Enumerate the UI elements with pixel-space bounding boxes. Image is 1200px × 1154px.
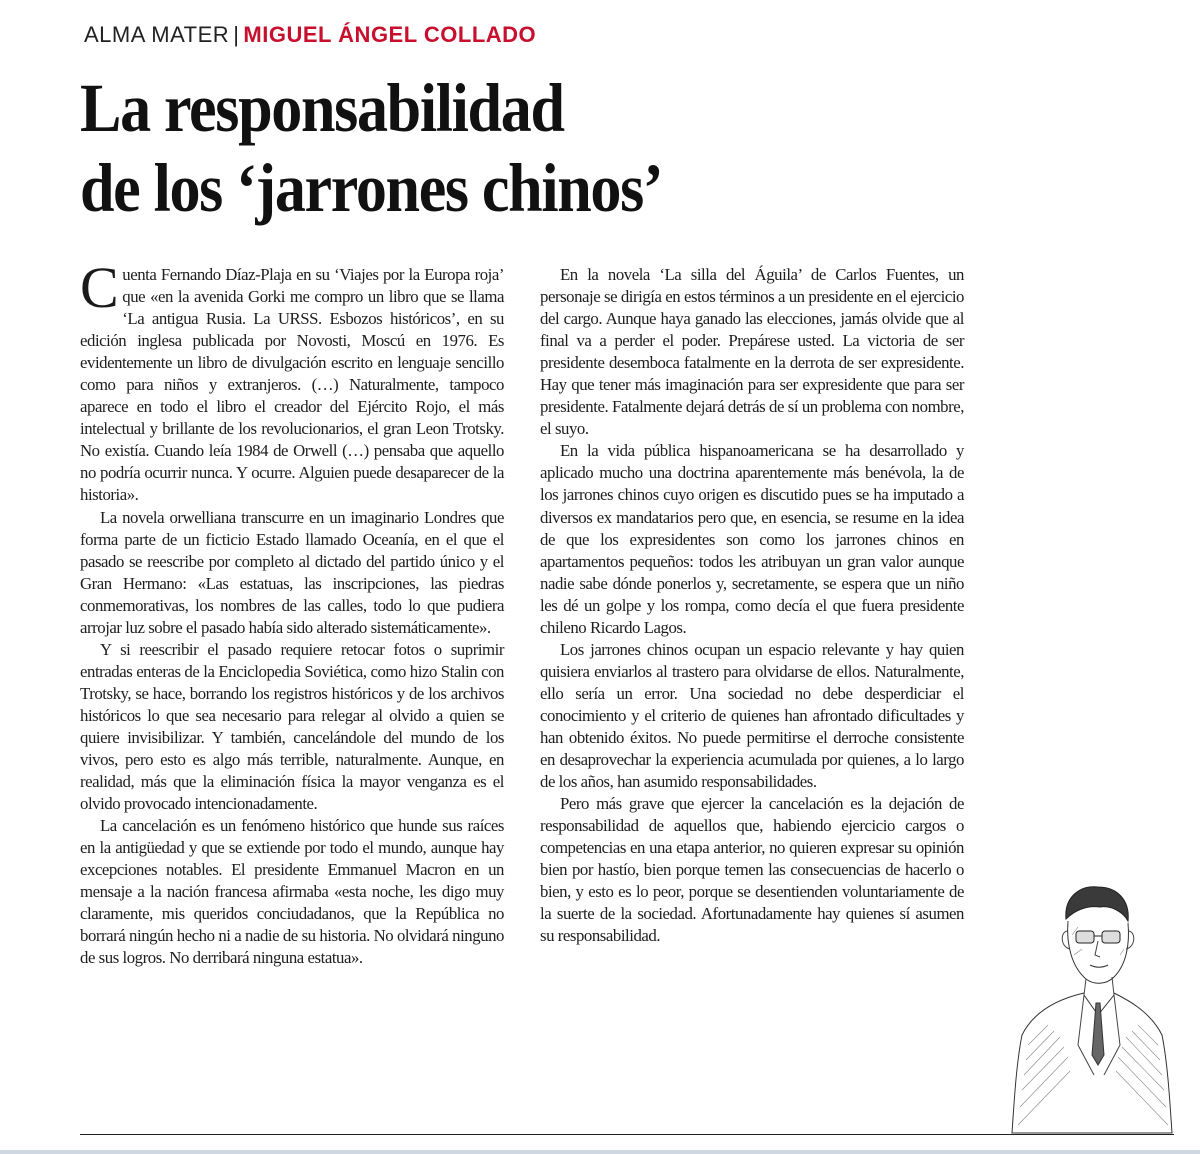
body-paragraph: La cancelación es un fenómeno histórico que hunde sus raíces en la antigüedad y que se extiende por todo el mundo, aunque hay excepciones notables. El presidente Emmanuel Macron en un mensaje a la nación francesa afirmaba «esta noche, les digo muy claramente, mis queridos conciudadanos, que la República no borrará ningún hecho ni a nadie de su historia. No olvidará ninguno de sus logros. No derribará ninguna estatua».: [80, 816, 504, 968]
page-edge: [0, 1150, 1200, 1154]
author-portrait-sketch: [1008, 875, 1176, 1135]
body-paragraph: Pero más grave que ejercer la cancelación es la dejación de responsabilidad de aquellos que, habiendo ejercicio cargos o competencias en una etapa anterior, no quieren expresar su opinión bien por hastío, bien porque temen las consecuencias de hacerlo o bien, y esto es lo peor, porque se desentienden voluntariamente de la suerte de la sociedad. Afortunadamente hay quienes sí asumen su responsabilidad.: [540, 794, 964, 946]
body-paragraph: La novela orwelliana transcurre en un imaginario Londres que forma parte de un ficticio Estado llamado Oceanía, en el que el pasado se reescribe por completo al dictado del partido único y el Gran Hermano: «Las estatuas, las inscripciones, las piedras conmemorativas, los nombres de las calles, todo lo que pudiera arrojar luz sobre el pasado había sido alterado sistemáticamente».: [80, 507, 504, 637]
author-name: MIGUEL ÁNGEL COLLADO: [243, 22, 537, 47]
section-name: ALMA MATER: [84, 22, 230, 47]
drop-cap: C: [80, 255, 119, 320]
body-column-right: [540, 264, 964, 947]
kicker-separator: |: [233, 22, 240, 47]
body-paragraph: En la vida pública hispanoamericana se ha desarrollado y aplicado mucho una doctrina aparentemente más benévola, la de los jarrones chinos cuyo origen es discutido pues se ha imputado a diversos ex mandatarios pero que, en esencia, se resume en la idea de que los expresidentes son como los jarrones chinos en apartamentos pequeños: todos les atribuyan un gran valor aunque nadie sabe dónde ponerlos y, secretamente, se espera que un niño les dé un golpe y los rompa, como decía el que fuera presidente chileno Ricardo Lagos.: [540, 441, 964, 637]
body-paragraph: Los jarrones chinos ocupan un espacio relevante y hay quien quisiera enviarlos al trastero para olvidarse de ellos. Naturalmente, ello sería un error. Una sociedad no debe desperdiciar el conocimiento y el criterio de quienes han afrontado dificultades y han obtenido éxitos. No puede permitirse el derroche consistente en desaprovechar la experiencia acumulada por quienes, a lo largo de los años, han asumido responsabilidades.: [540, 639, 964, 792]
article-kicker: [84, 22, 536, 48]
article-headline: [80, 68, 1052, 228]
body-paragraph: Cuenta Fernando Díaz-Plaja en su ‘Viajes por la Europa roja’ que «en la avenida Gorki me compro un libro que se llama ‘La antigua Rusia. La URSS. Esbozos históricos’, en su edición inglesa publicada por Novosti, Moscú en 1976. Es evidentemente un libro de divulgación escrito en lenguaje sencillo como para niños y extranjeros. (…) Naturalmente, tampoco aparece en todo el libro el creador del Ejército Rojo, el más intelectual y brillante de los revolucionarios, el gran Leon Trotsky. No existía. Cuando leía 1984 de Orwell (…) pensaba que aquello no podría ocurrir nunca. Y ocurre. Alguien puede desaparecer de la historia».: [80, 255, 504, 505]
headline-line-1: La responsabilidad: [80, 70, 564, 146]
body-column-left: [80, 255, 504, 970]
body-paragraph: En la novela ‘La silla del Águila’ de Carlos Fuentes, un personaje se dirigía en estos términos a un presidente en el ejercicio del cargo. Aunque haya ganado las elecciones, jamás olvide que al final va a perder el poder. Prepárese usted. La victoria de ser presidente desemboca fatalmente en la derrota de ser expresidente. Hay que tener más imaginación para ser expresidente que para ser presidente. Fatalmente dejará detrás de sí un problema con nombre, el suyo.: [540, 265, 964, 439]
bottom-rule: [80, 1134, 1174, 1135]
body-paragraph: Y si reescribir el pasado requiere retocar fotos o suprimir entradas enteras de la Enciclopedia Soviética, como hizo Stalin con Trotsky, se hace, borrando los registros históricos y de los archivos históricos lo que sea necesario para relegar al olvido a quien se quiere invisibilizar. Y también, cancelándole del mundo de los vivos, pero esto es algo más terrible, naturalmente. Aunque, en realidad, más que la eliminación física la mayor venganza es el olvido provocado intencionadamente.: [80, 639, 504, 814]
headline-line-2: de los ‘jarrones chinos’: [80, 150, 663, 226]
